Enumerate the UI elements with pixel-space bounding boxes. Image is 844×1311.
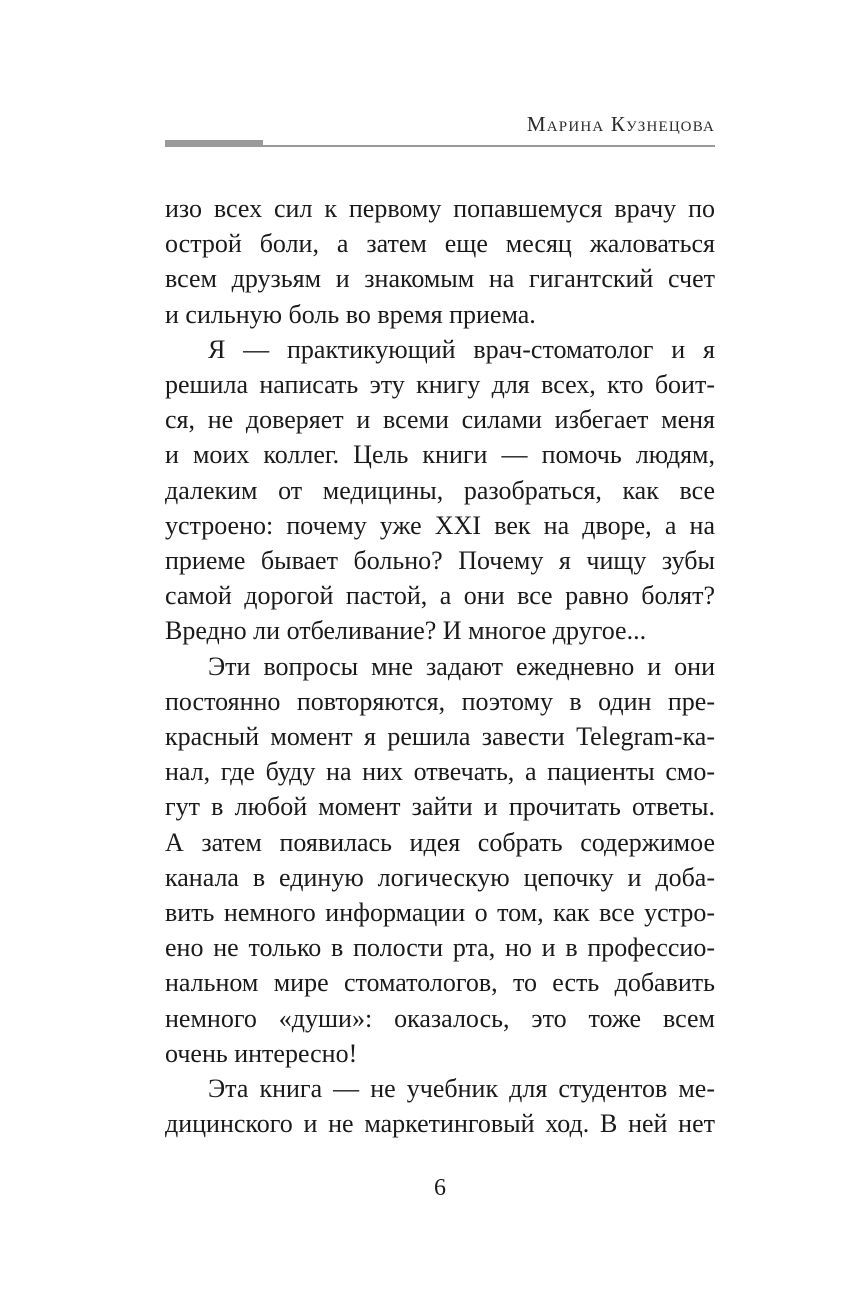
text-line: решила написать эту книгу для всех, кто боит- bbox=[165, 370, 715, 400]
text-line: дицинского и не маркетинговый ход. В ней нет bbox=[165, 1109, 715, 1139]
text-line: Вредно ли отбеливание? И многое другое... bbox=[165, 616, 647, 646]
text-line: вить немного информации о том, как все устро- bbox=[165, 898, 715, 928]
page-number: 6 bbox=[434, 1175, 446, 1201]
text-line: изо всех сил к первому попавшемуся врачу по bbox=[165, 194, 715, 223]
text-line: красный момент я решила завести Telegram-ка- bbox=[165, 722, 715, 752]
text-line: немного «души»: оказалось, это тоже всем bbox=[165, 1003, 715, 1033]
text-line: Эти вопросы мне задают ежедневно и они bbox=[208, 651, 715, 681]
text-line: Я — практикующий врач-стоматолог и я bbox=[208, 334, 715, 364]
text-line: А затем появилась идея собрать содержимое bbox=[165, 827, 715, 857]
header-rule-accent bbox=[165, 140, 263, 147]
text-line: и моих коллег. Цель книги — помочь людям, bbox=[165, 440, 715, 470]
text-line: нал, где буду на них отвечать, а пациенты смо- bbox=[165, 757, 715, 787]
text-line: нальном мире стоматологов, то есть добавить bbox=[165, 968, 715, 998]
paragraph-2 bbox=[165, 332, 715, 649]
text-line: далеким от медицины, разобраться, как все bbox=[165, 475, 715, 505]
text-line: и сильную боль во время приема. bbox=[165, 299, 536, 329]
paragraph-3 bbox=[165, 649, 715, 1071]
text-line: канала в единую логическую цепочку и доба- bbox=[165, 862, 715, 892]
text-line: самой дорогой пастой, а они все равно болят? bbox=[165, 581, 715, 611]
text-line: Эта книга — не учебник для студентов ме- bbox=[208, 1074, 715, 1104]
text-line: гут в любой момент зайти и прочитать ответы. bbox=[165, 792, 715, 822]
text-line: устроено: почему уже XXI век на дворе, а на bbox=[165, 510, 715, 540]
text-line: ено не только в полости рта, но и в профессио- bbox=[165, 933, 715, 963]
header-rule bbox=[263, 145, 715, 147]
running-head: Марина Кузнецова bbox=[526, 112, 715, 136]
paragraph-4 bbox=[165, 1071, 715, 1141]
text-line: ся, не доверяет и всеми силами избегает меня bbox=[165, 405, 715, 435]
paragraph-1 bbox=[165, 191, 715, 332]
text-line: постоянно повторяются, поэтому в один пре- bbox=[165, 686, 715, 716]
text-line: очень интересно! bbox=[165, 1038, 358, 1068]
text-line: приеме бывает больно? Почему я чищу зубы bbox=[165, 546, 715, 576]
text-line: острой боли, а затем еще месяц жаловаться bbox=[165, 229, 715, 259]
body-text bbox=[165, 191, 715, 1141]
text-line: всем друзьям и знакомым на гигантский счет bbox=[165, 264, 715, 294]
